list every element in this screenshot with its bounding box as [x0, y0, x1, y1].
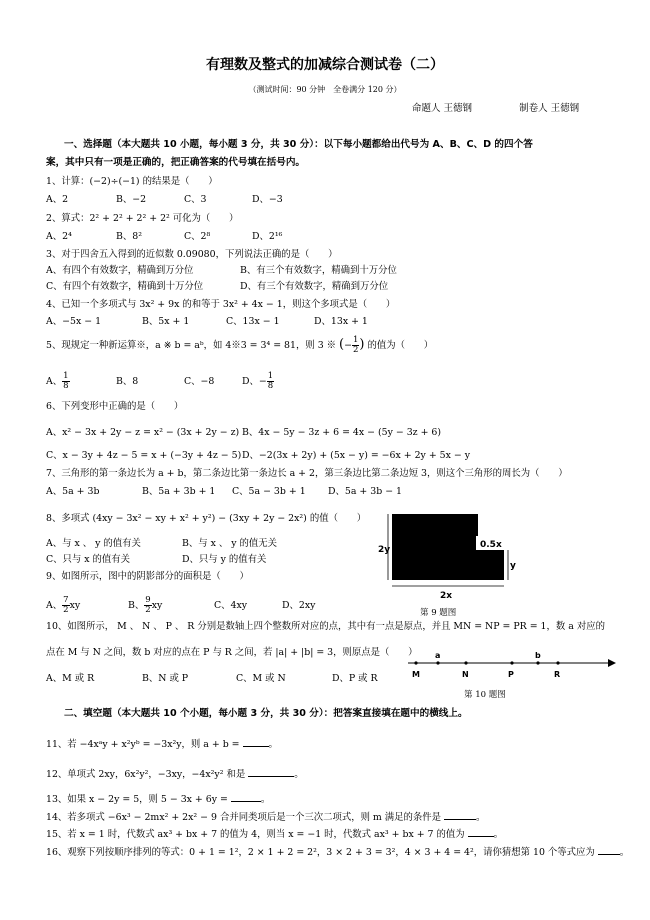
fig9-label-y: y [510, 561, 516, 571]
figure-10 [404, 648, 620, 700]
q10-line-1: 10、如图所示， M 、 N 、 P 、 R 分别是数轴上四个整数所对应的点，其中有一点是原点，并且 MN = NP = PR = 1，数 a 对应的 [46, 621, 605, 632]
q1-option-a: A、2 [46, 194, 69, 205]
q3-options-cd [46, 280, 388, 294]
q15: 15、若 x = 1 时，代数式 ax³ + bx + 7 的值为 4，则当 x = −1 时，代数式 ax³ + bx + 7 的值为 。 [46, 826, 503, 842]
q4-option-a: A、−5x − 1 [46, 316, 102, 327]
q4-options [46, 315, 368, 329]
q2-options [46, 230, 282, 244]
q15-answer-blank[interactable] [468, 826, 494, 837]
q5-options [46, 372, 274, 391]
q13-answer-blank[interactable] [231, 791, 261, 802]
q2-option-a: A、2⁴ [46, 231, 72, 242]
q6-options-ab [46, 426, 441, 440]
fig10-label-N: N [462, 670, 469, 679]
q16-answer-blank[interactable] [598, 844, 620, 855]
q1-option-c: C、3 [184, 194, 207, 205]
q10-options [46, 672, 378, 686]
q10-option-d: D、P 或 R [332, 673, 378, 684]
fig9-label-2x: 2x [440, 591, 453, 601]
exam-title: 有理数及整式的加减综合测试卷（二） [206, 57, 444, 73]
q8-option-d: D、只与 y 的值有关 [182, 554, 267, 565]
authors-line [412, 100, 623, 114]
editor: 制卷人 王德钢 [519, 103, 580, 114]
fig9-label-2y: 2y [378, 545, 391, 555]
q5-text-a: 5、现规定一种新运算※，a ※ b = aᵇ，如 4※3 = 3⁴ = 81，则 3 ※ [46, 340, 337, 351]
q11: 11、若 −4xᵃy + x²yᵇ = −3x²y，则 a + b = 。 [46, 736, 278, 752]
q8-option-b: B、与 x 、 y 的值无关 [182, 538, 278, 549]
q2: 2、算式：2² + 2² + 2² + 2² 可化为（ ） [46, 213, 239, 224]
q7-options [46, 485, 402, 499]
q6-options-cd [46, 449, 470, 463]
q1-option-d: D、−3 [252, 194, 283, 205]
q10-option-c: C、M 或 N [236, 673, 286, 684]
q6-option-c: C、x − 3y + 4z − 5 = x + (−3y + 4z − 5) [46, 450, 242, 461]
q9: 9、如图所示，图中的阴影部分的面积是（ ） [46, 571, 249, 582]
fig10-label-P: P [508, 670, 514, 679]
q10-option-a: A、M 或 R [46, 673, 95, 684]
q5-option-c: C、−8 [184, 376, 215, 387]
figure-10-caption: 第 10 题图 [464, 690, 506, 700]
figure-9 [370, 506, 530, 624]
q5-inner-fraction: $\frac{1}{2}$ [352, 335, 359, 355]
q9-option-a: A、 $\frac{7}{2}$ xy [46, 595, 81, 615]
q1: 1、计算：(−2)÷(−1) 的结果是（ ） [46, 176, 218, 187]
q3-option-c: C、有四个有效数字，精确到十万分位 [46, 281, 204, 292]
q11-answer-blank[interactable] [243, 736, 269, 747]
q2-option-d: D、2¹⁶ [252, 231, 283, 242]
q5: 5、现规定一种新运算※，a ※ b = aᵇ，如 4※3 = 3⁴ = 81，则 3 ※ (− $\frac{1}{2}$ ) 的值为（ ） [46, 335, 434, 355]
section1-heading-2: 案，其中只有一项是正确的，把正确答案的代号填在括号内。 [46, 157, 306, 168]
fig10-label-R: R [554, 670, 561, 679]
q5-text-b: 的值为（ ） [367, 340, 434, 351]
q3-options-ab [46, 264, 397, 278]
q13: 13、如果 x − 2y = 5，则 5 − 3x + 6y = 。 [46, 791, 270, 807]
q8-options-ab [46, 537, 277, 551]
q14-answer-blank[interactable] [444, 809, 476, 820]
q5-option-d: D、− $\frac{1}{8}$ [242, 371, 274, 391]
fig9-label-05x: 0.5x [480, 540, 502, 550]
q5-option-a: A、 $\frac{1}{8}$ [46, 371, 69, 391]
q8-options-cd [46, 553, 266, 567]
q7-option-b: B、5a + 3b + 1 [142, 486, 216, 497]
q3-option-a: A、有四个有效数字，精确到万分位 [46, 265, 194, 276]
q6-option-d: D、−2(3x + 2y) + (5x − y) = −6x + 2y + 5x − y [242, 450, 471, 461]
exam-subtitle: （测试时间：90 分钟 全卷满分 120 分） [248, 85, 402, 94]
q16: 16、观察下列按顺序排列的等式：0 + 1 = 1²，2 × 1 + 2 = 2²，3 × 2 + 3 = 3²，4 × 3 + 4 = 4²，请你猜想第 10 个等式应为 。 [46, 844, 629, 860]
q9-option-d: D、2xy [282, 600, 316, 611]
q4-option-b: B、5x + 1 [142, 316, 190, 327]
q6-option-a: A、x² − 3x + 2y − z = x² − (3x + 2y − z) [46, 427, 240, 438]
q5-option-b: B、8 [116, 376, 139, 387]
q3-option-b: B、有三个有效数字，精确到十万分位 [240, 265, 397, 276]
q1-options [46, 193, 283, 207]
q3: 3、对于四舍五入得到的近似数 0.09080，下列说法正确的是（ ） [46, 249, 338, 260]
q3-option-d: D、有三个有效数字，精确到万分位 [240, 281, 389, 292]
q7-option-c: C、5a − 3b + 1 [232, 486, 306, 497]
q4-option-c: C、13x − 1 [226, 316, 280, 327]
q2-option-c: C、2⁸ [184, 231, 211, 242]
q9-options [46, 596, 315, 615]
q8-option-a: A、与 x 、 y 的值有关 [46, 538, 141, 549]
q6: 6、下列变形中正确的是（ ） [46, 401, 184, 412]
q12: 12、单项式 2xy，6x²y²，−3xy，−4x²y² 和是 。 [46, 766, 304, 782]
q8: 8、多项式 (4xy − 3x² − xy + x² + y²) − (3xy + 2y − 2x²) 的值（ ） [46, 513, 367, 524]
fig10-label-a: a [435, 651, 441, 660]
q8-option-c: C、只与 x 的值有关 [46, 554, 131, 565]
section2-heading: 二、填空题（本大题共 10 个小题，每小题 3 分，共 30 分）：把答案直接填在题中的横线上。 [64, 708, 468, 719]
q7-option-d: D、5a + 3b − 1 [328, 486, 403, 497]
author: 命题人 王德钢 [412, 103, 473, 114]
fig10-label-b: b [535, 651, 541, 660]
q1-option-b: B、−2 [116, 194, 147, 205]
q10-option-b: B、N 或 P [142, 673, 189, 684]
q6-option-b: B、4x − 5y − 3z + 6 = 4x − (5y − 3z + 6) [242, 427, 442, 438]
q5-inner-sign: − [344, 340, 352, 351]
q9-option-c: C、4xy [214, 600, 248, 611]
q4: 4、已知一个多项式与 3x² + 9x 的和等于 3x² + 4x − 1，则这个多项式是（ ） [46, 299, 396, 310]
section1-heading: 一、选择题（本大题共 10 小题，每小题 3 分，共 30 分）：以下每小题都给出代号为 A、B、C、D 的四个答 [64, 139, 533, 150]
q4-option-d: D、13x + 1 [314, 316, 368, 327]
figure-10-number-line [404, 648, 620, 686]
q12-answer-blank[interactable] [248, 766, 294, 777]
fig10-label-M: M [412, 670, 420, 679]
figure-9-caption: 第 9 题图 [420, 608, 457, 618]
q2-option-b: B、8² [116, 231, 142, 242]
q10-line-2: 点在 M 与 N 之间，数 b 对应的点在 P 与 R 之间，若 |a| + |b| = 3，则原点是（ ） [46, 647, 418, 658]
q7: 7、三角形的第一条边长为 a + b，第二条边比第一条边长 a + 2，第三条边比第二条边短 3，则这个三角形的周长为（ ） [46, 468, 568, 479]
q14: 14、若多项式 −6x³ − 2mx² + 2x² − 9 合并同类项后是一个三次二项式，则 m 满足的条件是 。 [46, 809, 485, 825]
q7-option-a: A、5a + 3b [46, 486, 100, 497]
q9-option-b: B、 $\frac{9}{2}$ xy [128, 595, 163, 615]
